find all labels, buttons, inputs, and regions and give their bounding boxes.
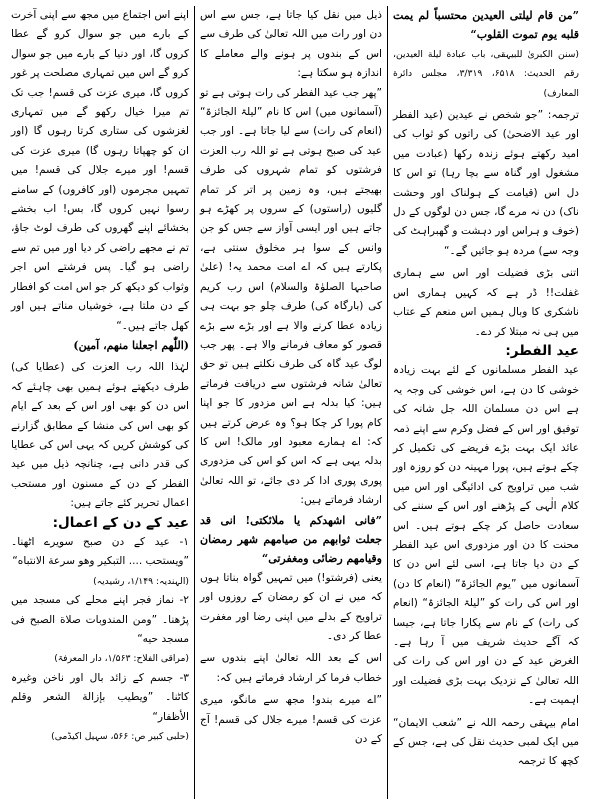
list-item-1: ۱- عید کے دن صبح سویرے اٹھنا۔ ”ویستحب .... التبکیر وهو سرعة الانتباه“	[11, 535, 189, 568]
address-paragraph: اس کے بعد اللہ تعالیٰ اپنے بندوں سے خطاب فرما کر ارشاد فرماتے ہیں کہ:	[200, 652, 382, 684]
section-heading-eid-ul-fitr: عید الفطر:	[505, 342, 579, 359]
continuation-paragraph: اپنے اس اجتماع میں مجھ سے اپنی آخرت کے بارے میں جو سوال کرو گے عطا کروں گا، اور دنیا کے بارے میں جو سوال کرو گے اس میں تمہاری مصلحت پر غور کروں گا، میری عزت کی قسم! جب تک تم میرا خیال رکھو گے میں تمہاری لغزشوں کی ستاری کرتا رہوں گا (اور ان کو چھپاتا رہوں گا) میری عزت کی قسم! اور میرے جلال کی قسم! میں تمہیں مجرموں (اور کافروں) کے سامنے رسوا نہیں کروں گا، بس! اب بخشے بخشائے اپنے گھروں کی طرف لوٹ جاؤ، تم نے مجھے راضی کر دیا اور میں تم سے راضی ہو گیا۔ پس فرشتے اس اجر وثواب کو دیکھ کر جو اس امت کو افطار کے دن ملتا ہے، خوشیاں مناتے ہیں اور کھل جاتے ہیں۔“	[11, 9, 189, 332]
list-item-2-reference: (مراقی الفلاح: ۱/۵۶۳، دار المعرفۃ)	[54, 653, 189, 665]
column-middle	[194, 6, 388, 799]
list-item-3: ۳- جسم کے زائد بال اور ناخن وغیرہ کاٹنا۔ ”ویطیب بإزالة الشعر وقلم الأظفار“	[11, 671, 189, 723]
hadith-arabic: ”من قام ليلتى العيدين محتسباً لم يمت قلبه يوم تموت القلوب“	[393, 9, 579, 42]
list-item-3-reference: (حلبی کبیر ص: ۵۶۶، سہیل اکیڈمی)	[51, 731, 189, 743]
hadith-translation: ترجمہ: ”جو شخص نے عیدین (عید الفطر اور عید الاضحیٰ) کی راتوں کو ثواب کی امید رکھتے ہوئے زندہ رکھا (عبادت میں مشغول اور گناہ سے بچا رہا) تو اس کا دل اس (قیامت کے ہولناک اور وحشت ناک) دن نہ مرے گا، جس دن لوگوں کے دل (خوف و ہراس اور دہشت و گھبراہٹ کی وجہ سے) مردہ ہو جائیں گے۔“	[393, 109, 579, 257]
hadith-paragraph: ”پھر جب عید الفطر کی رات ہوتی ہے تو (آسمانوں میں) اس کا نام ”لیلۃ الجائزۃ“ (انعام کی رات) سے لیا جاتا ہے۔ اور جب عید کی صبح ہوتی ہے تو اللہ رب العزت فرشتوں کو تمام شہروں کی طرف بھیجتے ہیں، وہ زمین پر اتر کر تمام گلیوں (راستوں) کے سروں پر کھڑے ہو جاتے ہیں اور ایسی آواز سے جس کو جن وانس کے سوا ہر مخلوق سنتی ہے، پکارتے ہیں کہ اے امت محمد یہ! (علیٰ صاحبہا الصلوٰۃ والسلام) اس رب کریم کی (بارگاہ کی) طرف چلو جو بہت ہی زیادہ عطا کرنے والا ہے اور بڑے سے بڑے قصور کو معاف فرمانے والا ہے۔ پھر جب لوگ عید گاہ کی طرف نکلتے ہیں تو حق تعالیٰ شانہ فرشتوں سے دریافت فرماتے ہیں: کیا بدلہ ہے اس مزدور کا جو اپنا کام پورا کر چکا ہو؟ وہ عرض کرتے ہیں کہ: اے ہمارے معبود اور مالک! اس کا بدلہ یہی ہے کہ اس کو اس کی مزدوری پوری پوری ادا کر دی جائے، تو اللہ تعالیٰ ارشاد فرماتے ہیں:	[200, 86, 382, 507]
exclamation-paragraph: اتنی بڑی فضیلت اور اس سے ہماری غفلت!! ڈر ہے کہ کہیں ہماری اس ناشکری کا وبال ہمیں اس منعم کے عتاب میں ہی نہ مبتلا کر دے۔	[393, 267, 579, 338]
guidance-paragraph: لہٰذا اللہ رب العزت کی (عطایا کی) طرف دیکھتے ہوئے ہمیں بھی چاہئے کہ اس دن کو بھی اور اس کے بعد کے ایام کو بھی اس کی منشا کے مطابق گزارنے کی کوشش کریں کہ یہی اس کی عطایا کی قدر دانی ہے، چنانچہ ذیل میں عید الفطر کے دن کے مسنون اور مستحب اعمال تحریر کئے جاتے ہیں:	[11, 361, 189, 510]
list-item-1-reference: (الہندیہ: ۱/۱۴۹، رشیدیہ)	[93, 575, 189, 587]
column-left	[6, 6, 194, 799]
arabic-quote: ”فانی اشهدکم یا ملائکتی! انی قد جعلت ثوابهم من صیامهم شهر رمضان وقیامهم رضائی ومغفرتی“	[200, 513, 382, 566]
quote-translation: یعنی (فرشتو!) میں تمہیں گواہ بناتا ہوں کہ میں نے ان کو رمضان کے روزوں اور تراویح کے بدلے میں اپنی رضا اور مغفرت عطا کر دی۔	[200, 571, 382, 642]
section-heading-eid-deeds: عید کے دن کے اعمال:	[52, 514, 189, 531]
list-item-2: ۲- نماز فجر اپنے محلے کی مسجد میں پڑھنا۔ ”ومن المندوبات صلاة الصبح فی مسجد حیه“	[11, 594, 189, 645]
dua-line: (اللّٰهم اجعلنا منهم، آمین)	[73, 338, 189, 352]
divine-speech-paragraph: ”اے میرے بندو! مجھ سے مانگو، میری عزت کی قسم! میرے جلال کی قسم! آج کے دن	[200, 694, 382, 746]
column-right	[388, 6, 584, 799]
eid-ul-fitr-paragraph: عید الفطر مسلمانوں کے لئے بہت زیادہ خوشی کا دن ہے، اس خوشی کی وجہ یہ ہے اس دن مسلمان اللہ جل شانہ کی توفیق اور اس کے فضل وکرم سے اپنے ذمہ عائد ایک بہت بڑے فریضے کی تکمیل کر چکے ہوتے ہیں، پورا مہینہ دن کو روزہ اور شب میں تراویح کی ادائیگی اور اس میں کلام الٰہی کے پڑھنے اور اس کے سننے کی سعادت حاصل کر چکے ہوتے ہیں۔ اس محنت کا دن اور مزدوری اس عید الفطر کے دن دیا جاتا ہے، اسی لئے اس دن کا آسمانوں میں ”یوم الجائزۃ“ (انعام کا دن) اور اس کی رات کو ”لیلۃ الجائزۃ“ (انعام کی رات) کے نام سے پکارا جاتا ہے، جیسا کہ آگے حدیث شریف میں آ رہا ہے۔ الغرض عید کے دن اور اس کی رات کی اللہ تعالیٰ کے نزدیک بہت بڑی فضیلت اور اہمیت ہے۔	[393, 364, 579, 707]
closing-paragraph: امام بیہقی رحمہ اللہ نے ”شعب الایمان“ میں ایک لمبی حدیث نقل کی ہے، جس کے کچھ کا ترجمہ	[393, 716, 579, 768]
intro-paragraph: ذیل میں نقل کیا جاتا ہے، جس سے اس دن اور رات میں اللہ تعالیٰ کی طرف سے اس کے بندوں پر ہونے والے معاملے کا اندازہ ہو سکتا ہے:	[200, 9, 382, 80]
hadith-source: (سنن الكبرىٰ للبيہقى، باب عبادة ليلة العيدين، رقم الحديث: ۶۵۱۸، ۳/۳۱۹، مجلس دائرة المعارف)	[393, 48, 579, 99]
